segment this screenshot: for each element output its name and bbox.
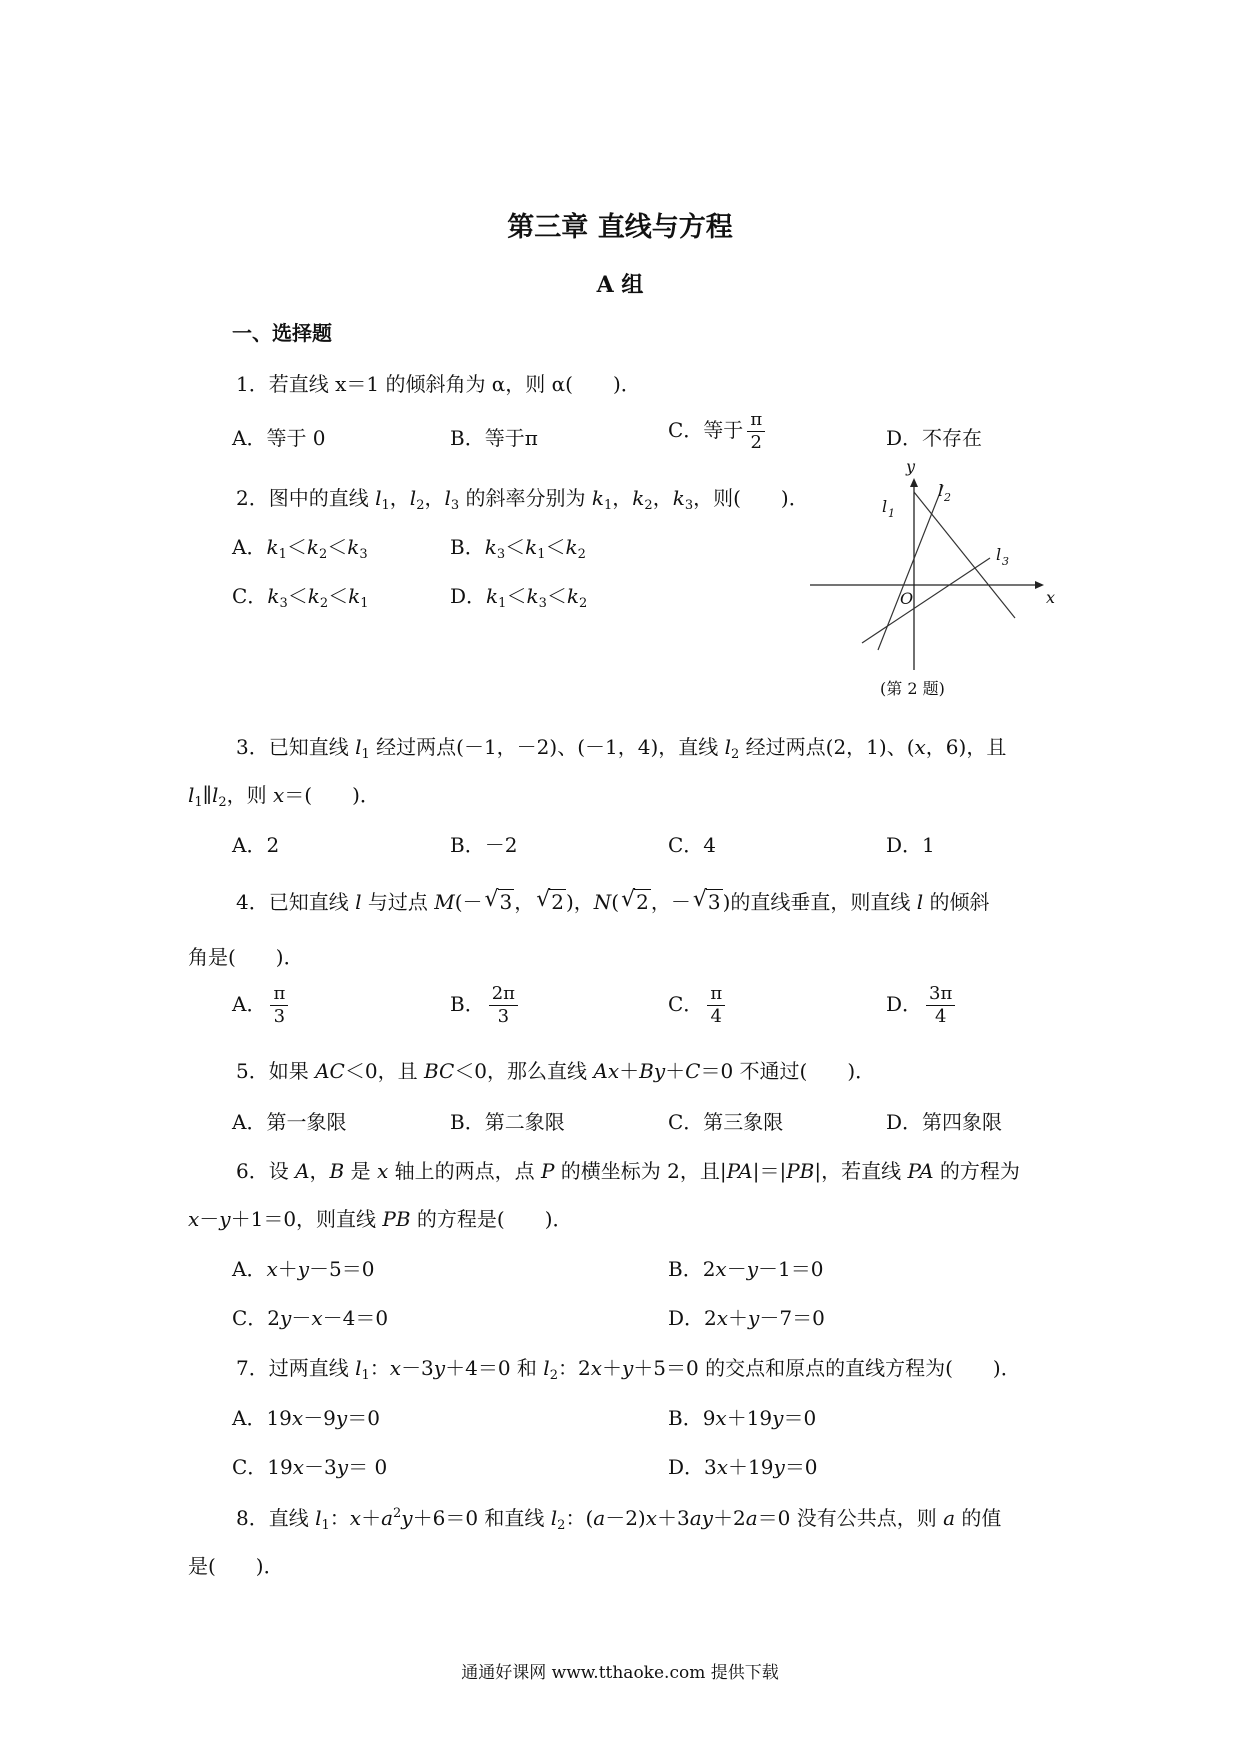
q2-option-d: D．$k_1<k_3<k_2$ xyxy=(450,584,588,611)
question-7-text: 7．过两直线 $l_1$：x－3y＋4＝0 和 $l_2$：2x＋y＋5＝0 的交点和原点的直线方程为( )． xyxy=(236,1356,1021,1383)
q2-option-a: A．$k_1<k_2<k_3$ xyxy=(232,535,368,562)
q1-option-c xyxy=(668,409,769,454)
q2-option-c: C．$k_3<k_2<k_1$ xyxy=(232,584,369,611)
sqrt-2: √ 2 xyxy=(536,890,566,914)
q3-option-b: B．－2 xyxy=(450,833,518,857)
group-heading: A 组 xyxy=(596,272,644,298)
sqrt-3: √ 3 xyxy=(485,890,515,914)
fraction-numerator: π xyxy=(270,983,288,1006)
fraction-denominator: 2 xyxy=(750,432,762,453)
sqrt-3: √ 3 xyxy=(693,890,723,914)
q3-option-a: A．2 xyxy=(232,833,280,857)
fraction-denominator: 4 xyxy=(934,1006,947,1027)
question-6-line-1: 6．设 A，B 是 x 轴上的两点，点 P 的横坐标为 2，且|PA|＝|PB|，若直线 PA 的方程为 xyxy=(236,1159,1020,1183)
question-4-line-1: 4．已知直线 l 与过点 M(－√ 3 ，√ 2 )，N(√ 2 ，－√ 3 )的直线垂直，则直线 l 的倾斜 xyxy=(236,886,990,915)
page-title: 第三章 直线与方程 xyxy=(507,212,733,243)
q5-option-d: D．第四象限 xyxy=(886,1110,1003,1134)
l1-subscript: 1 xyxy=(888,507,895,520)
q6-option-c: C．2y－x－4＝0 xyxy=(232,1306,389,1330)
figure-caption: (第 2 题) xyxy=(880,679,945,698)
line-l3 xyxy=(862,558,990,643)
q3-option-c: C．4 xyxy=(668,833,717,857)
question-2-text: 2．图中的直线 $l_1$，$l_2$，$l_3$ 的斜率分别为 $k_1$，$k_2$，$k_3$，则( )． xyxy=(236,486,809,513)
q6-option-a: A．x＋y－5＝0 xyxy=(232,1257,375,1281)
fraction xyxy=(489,983,518,1028)
question-5-text: 5．如果 AC＜0，且 BC＜0，那么直线 Ax＋By＋C＝0 不通过( )． xyxy=(236,1059,876,1083)
q5-option-c: C．第三象限 xyxy=(668,1110,784,1134)
q5-option-b: B．第二象限 xyxy=(450,1110,565,1134)
question-4-line-2: 角是( )． xyxy=(188,945,304,969)
q1-option-d: D．不存在 xyxy=(886,426,983,450)
l3-label: l xyxy=(996,545,1002,564)
question-1-text: 1．若直线 x＝1 的倾斜角为 α，则 α( )． xyxy=(236,372,641,396)
question-6-line-2: x－y＋1＝0，则直线 PB 的方程是( )． xyxy=(188,1207,573,1231)
q2-figure xyxy=(810,460,1060,700)
fraction-denominator: 4 xyxy=(710,1006,722,1027)
section-heading: 一、选择题 xyxy=(232,321,332,345)
q7-option-d: D．3x＋19y＝0 xyxy=(668,1455,818,1479)
q1-option-a: A．等于 0 xyxy=(232,426,326,450)
q4-option-b-label: B． xyxy=(450,992,485,1016)
fraction-numerator: π xyxy=(707,983,725,1006)
fraction-denominator: 3 xyxy=(497,1006,510,1027)
q1-option-c-label: C．等于 xyxy=(668,418,744,442)
q7-option-b: B．9x＋19y＝0 xyxy=(668,1406,817,1430)
question-3-line-1: 3．已知直线 $l_1$ 经过两点(－1，－2)、(－1，4)，直线 $l_2$ 经过两点(2，1)、(x，6)，且 xyxy=(236,735,1007,762)
fraction-numerator: 2π xyxy=(489,983,518,1006)
l1-label: l xyxy=(882,497,888,516)
page-footer: 通通好课网 www.tthaoke.com 提供下载 xyxy=(461,1663,779,1683)
x-axis-arrow-icon xyxy=(1035,581,1044,589)
q7-option-c: C．19x－3y＝ 0 xyxy=(232,1455,388,1479)
q4-option-d xyxy=(886,983,959,1028)
q4-option-c-label: C． xyxy=(668,992,704,1016)
fraction-numerator: 3π xyxy=(926,983,955,1006)
q3-option-d: D．1 xyxy=(886,833,935,857)
q2-option-b: B．$k_3<k_1<k_2$ xyxy=(450,535,586,562)
l3-subscript: 3 xyxy=(1002,555,1009,568)
q4-option-c xyxy=(668,983,729,1028)
question-3-line-2: $l_1\parallel l_2$，则 x＝( )． xyxy=(188,783,380,810)
q1-option-b: B．等于π xyxy=(450,426,538,450)
sqrt-2: √ 2 xyxy=(621,890,651,914)
origin-label: O xyxy=(900,589,914,608)
q7-option-a: A．19x－9y＝0 xyxy=(232,1406,380,1430)
fraction-numerator: π xyxy=(747,409,765,432)
fraction xyxy=(707,983,725,1028)
q6-option-d: D．2x＋y－7＝0 xyxy=(668,1306,825,1330)
question-8-line-2: 是( )． xyxy=(188,1554,284,1578)
question-8-line-1: 8．直线 $l_1$：$x+a^2y+6=0$ 和直线 $l_2$：(a－2)x＋3ay＋2a＝0 没有公共点，则 a 的值 xyxy=(236,1506,1002,1533)
q4-option-a-label: A． xyxy=(232,992,267,1016)
q6-option-b: B．2x－y－1＝0 xyxy=(668,1257,824,1281)
fraction xyxy=(926,983,955,1028)
q4-option-b xyxy=(450,983,522,1028)
l2-subscript: 2 xyxy=(944,491,951,504)
q5-option-a: A．第一象限 xyxy=(232,1110,347,1134)
fraction xyxy=(270,983,288,1028)
y-axis-arrow-icon xyxy=(910,478,918,487)
l2-label: l xyxy=(938,481,944,500)
x-axis-label: x xyxy=(1046,588,1056,607)
q4-option-a xyxy=(232,983,292,1028)
fraction-denominator: 3 xyxy=(273,1006,286,1027)
y-axis-label: y xyxy=(906,460,916,476)
fraction xyxy=(747,409,765,454)
q4-option-d-label: D． xyxy=(886,992,923,1016)
